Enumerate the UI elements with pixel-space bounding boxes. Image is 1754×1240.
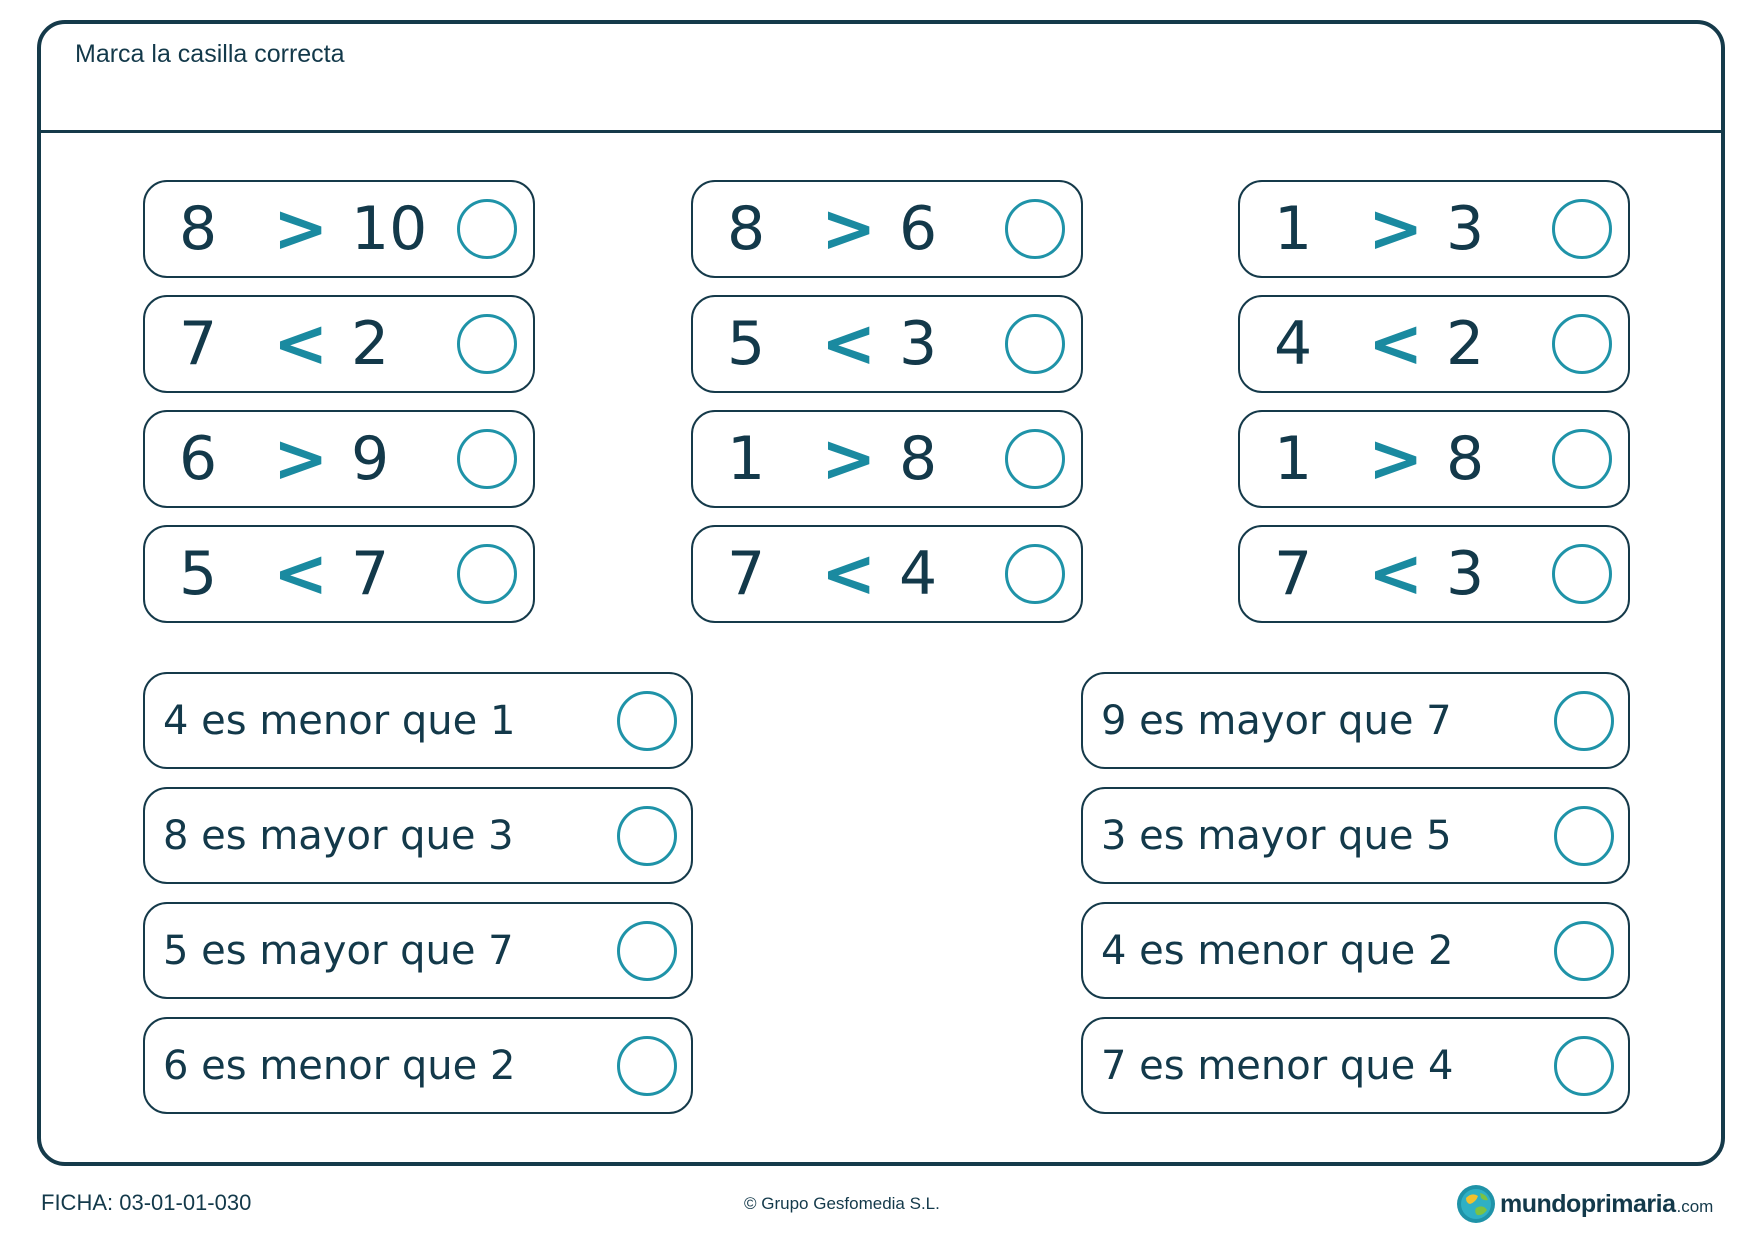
answer-checkbox[interactable]	[617, 921, 677, 981]
statement-text: 4 es menor que 1	[163, 697, 516, 744]
right-number: 3	[1446, 194, 1485, 264]
left-number: 7	[179, 309, 218, 379]
comparison-operator: >	[273, 420, 329, 497]
answer-checkbox[interactable]	[1552, 199, 1612, 259]
comparison-operator: >	[1368, 420, 1424, 497]
left-number: 7	[1274, 539, 1313, 609]
statement-item	[1081, 902, 1630, 999]
comparison-item	[691, 410, 1083, 508]
right-number: 3	[1446, 539, 1485, 609]
statement-text: 8 es mayor que 3	[163, 812, 514, 859]
comparison-operator: <	[821, 535, 877, 612]
right-number: 3	[899, 309, 938, 379]
comparison-item	[143, 525, 535, 623]
answer-checkbox[interactable]	[1005, 314, 1065, 374]
answer-checkbox[interactable]	[1552, 314, 1612, 374]
right-number: 10	[351, 194, 428, 264]
answer-checkbox[interactable]	[617, 806, 677, 866]
answer-checkbox[interactable]	[457, 429, 517, 489]
statement-text: 5 es mayor que 7	[163, 927, 514, 974]
answer-checkbox[interactable]	[457, 199, 517, 259]
answer-checkbox[interactable]	[617, 691, 677, 751]
statement-text: 9 es mayor que 7	[1101, 697, 1452, 744]
statement-item	[1081, 672, 1630, 769]
statement-item	[143, 672, 693, 769]
left-number: 1	[1274, 424, 1313, 494]
brand-domain: .com	[1676, 1197, 1714, 1216]
answer-checkbox[interactable]	[1554, 921, 1614, 981]
left-number: 1	[727, 424, 766, 494]
comparison-operator: >	[821, 190, 877, 267]
statement-text: 4 es menor que 2	[1101, 927, 1454, 974]
right-number: 8	[899, 424, 938, 494]
right-number: 2	[351, 309, 390, 379]
statement-item	[143, 902, 693, 999]
comparison-operator: >	[1368, 190, 1424, 267]
answer-checkbox[interactable]	[457, 314, 517, 374]
statement-item	[143, 787, 693, 884]
comparison-item	[691, 180, 1083, 278]
left-number: 1	[1274, 194, 1313, 264]
comparison-operator: <	[273, 305, 329, 382]
statement-item	[1081, 1017, 1630, 1114]
answer-checkbox[interactable]	[1005, 199, 1065, 259]
answer-checkbox[interactable]	[1554, 1036, 1614, 1096]
comparison-operator: >	[273, 190, 329, 267]
right-number: 7	[351, 539, 390, 609]
comparison-item	[1238, 410, 1630, 508]
left-number: 8	[179, 194, 218, 264]
left-number: 4	[1274, 309, 1313, 379]
comparison-operator: <	[273, 535, 329, 612]
answer-checkbox[interactable]	[1552, 429, 1612, 489]
comparison-item	[143, 410, 535, 508]
comparison-item	[691, 295, 1083, 393]
copyright-text: © Grupo Gesfomedia S.L.	[744, 1194, 940, 1213]
left-number: 5	[179, 539, 218, 609]
right-number: 2	[1446, 309, 1485, 379]
right-number: 4	[899, 539, 938, 609]
left-number: 8	[727, 194, 766, 264]
comparison-item	[143, 295, 535, 393]
statement-text: 7 es menor que 4	[1101, 1042, 1454, 1089]
left-number: 7	[727, 539, 766, 609]
answer-checkbox[interactable]	[1552, 544, 1612, 604]
brand-logo-link[interactable]	[1456, 1184, 1713, 1224]
instruction-text: Marca la casilla correcta	[75, 40, 345, 68]
comparison-operator: >	[821, 420, 877, 497]
answer-checkbox[interactable]	[1554, 691, 1614, 751]
comparison-item	[1238, 180, 1630, 278]
statement-text: 3 es mayor que 5	[1101, 812, 1452, 859]
left-number: 5	[727, 309, 766, 379]
right-number: 8	[1446, 424, 1485, 494]
statement-item	[143, 1017, 693, 1114]
statement-text: 6 es menor que 2	[163, 1042, 516, 1089]
comparison-operator: <	[1368, 305, 1424, 382]
comparison-item	[691, 525, 1083, 623]
answer-checkbox[interactable]	[1005, 544, 1065, 604]
brand-name: mundoprimaria	[1500, 1189, 1676, 1218]
right-number: 6	[899, 194, 938, 264]
header-divider	[41, 130, 1721, 133]
comparison-item	[1238, 525, 1630, 623]
answer-checkbox[interactable]	[617, 1036, 677, 1096]
left-number: 6	[179, 424, 218, 494]
statement-item	[1081, 787, 1630, 884]
globe-icon	[1456, 1184, 1496, 1224]
right-number: 9	[351, 424, 390, 494]
comparison-operator: <	[1368, 535, 1424, 612]
answer-checkbox[interactable]	[457, 544, 517, 604]
answer-checkbox[interactable]	[1554, 806, 1614, 866]
worksheet-code: FICHA: 03-01-01-030	[41, 1190, 252, 1215]
comparison-item	[143, 180, 535, 278]
comparison-item	[1238, 295, 1630, 393]
comparison-operator: <	[821, 305, 877, 382]
answer-checkbox[interactable]	[1005, 429, 1065, 489]
